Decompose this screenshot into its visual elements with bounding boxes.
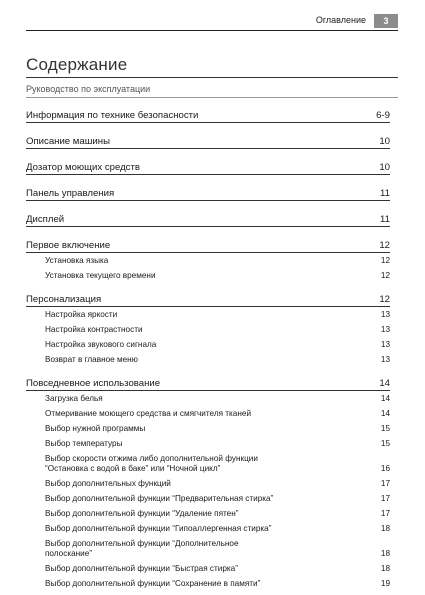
toc-item-title: Настройка контрастности bbox=[45, 325, 143, 334]
toc-item-page: 16 bbox=[380, 464, 390, 473]
toc-section-row[interactable] bbox=[26, 159, 390, 175]
toc-item-title: Выбор дополнительной функции “Предварительная стирка” bbox=[45, 494, 274, 503]
toc-section bbox=[26, 133, 390, 149]
toc-section-title: Панель управления bbox=[26, 188, 115, 199]
toc-item-title: Установка языка bbox=[45, 256, 109, 265]
toc-item[interactable] bbox=[26, 355, 390, 365]
toc-section-page: 6-9 bbox=[376, 110, 390, 121]
toc-section-row[interactable] bbox=[26, 291, 390, 307]
toc-item[interactable] bbox=[26, 564, 390, 574]
toc-section-title: Описание машины bbox=[26, 136, 110, 147]
toc-item-title: Выбор температуры bbox=[45, 439, 123, 448]
toc-item-title: Настройка яркости bbox=[45, 310, 118, 319]
toc-item[interactable] bbox=[26, 509, 390, 519]
toc-section bbox=[26, 237, 390, 281]
toc-item-page: 17 bbox=[380, 509, 390, 518]
toc-item-title: Выбор дополнительной функции “Удаление пятен” bbox=[45, 509, 239, 518]
header-title: Оглавление bbox=[315, 15, 366, 25]
toc-section bbox=[26, 185, 390, 201]
toc-item[interactable] bbox=[26, 539, 390, 559]
toc-section-title: Персонализация bbox=[26, 294, 102, 305]
toc-section-page: 10 bbox=[379, 136, 390, 147]
toc-section-title: Информация по технике безопасности bbox=[26, 110, 199, 121]
toc-section-page: 14 bbox=[379, 378, 390, 389]
toc-item-page: 13 bbox=[380, 340, 390, 349]
toc-item-page: 18 bbox=[380, 564, 390, 573]
toc-item[interactable] bbox=[26, 424, 390, 434]
toc-item-title: Отмеривание моющего средства и смягчителя тканей bbox=[45, 409, 252, 418]
toc-item-page: 13 bbox=[380, 310, 390, 319]
toc-section-row[interactable] bbox=[26, 375, 390, 391]
page-number-badge: 3 bbox=[374, 14, 398, 28]
toc-section-row[interactable] bbox=[26, 237, 390, 253]
toc-item-page: 12 bbox=[380, 271, 390, 280]
toc-item[interactable] bbox=[26, 454, 390, 474]
toc-item[interactable] bbox=[26, 271, 390, 281]
toc-section-page: 12 bbox=[379, 240, 390, 251]
toc-item-page: 19 bbox=[380, 579, 390, 588]
toc-item-page: 12 bbox=[380, 256, 390, 265]
toc-item-title: Выбор дополнительной функции “Быстрая стирка” bbox=[45, 564, 238, 573]
toc-section bbox=[26, 107, 390, 123]
toc-item-page: 13 bbox=[380, 355, 390, 364]
subtitle: Руководство по эксплуатации bbox=[26, 84, 151, 94]
toc-item-title: Выбор нужной программы bbox=[45, 424, 146, 433]
toc-item[interactable] bbox=[26, 409, 390, 419]
toc-item[interactable] bbox=[26, 494, 390, 504]
toc-section-title: Первое включение bbox=[26, 240, 111, 251]
toc-item-page: 17 bbox=[380, 494, 390, 503]
toc-section-page: 10 bbox=[379, 162, 390, 173]
toc-item-page: 18 bbox=[380, 549, 390, 558]
toc-section-title: Дисплей bbox=[26, 214, 65, 225]
toc-item[interactable] bbox=[26, 340, 390, 350]
toc-item-title: Выбор скорости отжима либо дополнительной функции “Остановка с водой в баке” или “Ночной цикл” bbox=[45, 454, 258, 473]
toc-item-page: 17 bbox=[380, 479, 390, 488]
page-header bbox=[26, 0, 398, 34]
toc-item-page: 15 bbox=[380, 439, 390, 448]
toc-item-title: Выбор дополнительной функции “Гипоаллергенная стирка” bbox=[45, 524, 272, 533]
toc-item[interactable] bbox=[26, 325, 390, 335]
toc-item[interactable] bbox=[26, 256, 390, 266]
toc-item-title: Настройка звукового сигнала bbox=[45, 340, 157, 349]
toc-item-title: Возврат в главное меню bbox=[45, 355, 138, 364]
header-rule bbox=[26, 30, 398, 31]
toc-item-page: 14 bbox=[380, 409, 390, 418]
toc-item[interactable] bbox=[26, 439, 390, 449]
toc-item[interactable] bbox=[26, 524, 390, 534]
toc-item-page: 13 bbox=[380, 325, 390, 334]
toc-section bbox=[26, 375, 390, 589]
toc-item-page: 18 bbox=[380, 524, 390, 533]
toc-section-page: 11 bbox=[380, 214, 390, 225]
toc-section-page: 12 bbox=[379, 294, 390, 305]
toc-section-title: Дозатор моющих средств bbox=[26, 162, 140, 173]
toc-item-title: Выбор дополнительной функции “Дополнительное полоскание” bbox=[45, 539, 239, 558]
toc-section-title: Повседневное использование bbox=[26, 378, 161, 389]
toc-section-page: 11 bbox=[380, 188, 390, 199]
toc-item[interactable] bbox=[26, 394, 390, 404]
page-title: Содержание bbox=[26, 55, 128, 74]
toc-section bbox=[26, 159, 390, 175]
table-of-contents bbox=[26, 107, 390, 589]
toc-section bbox=[26, 211, 390, 227]
toc-item-title: Загрузка белья bbox=[45, 394, 103, 403]
toc-section-row[interactable] bbox=[26, 107, 390, 123]
toc-section-row[interactable] bbox=[26, 211, 390, 227]
toc-item-title: Установка текущего времени bbox=[45, 271, 156, 280]
title-rule bbox=[26, 77, 398, 78]
subtitle-rule bbox=[26, 97, 398, 98]
toc-item-title: Выбор дополнительных функций bbox=[45, 479, 171, 488]
toc-item[interactable] bbox=[26, 579, 390, 589]
toc-section bbox=[26, 291, 390, 365]
toc-item-title: Выбор дополнительной функции “Сохранение в памяти” bbox=[45, 579, 261, 588]
toc-item[interactable] bbox=[26, 479, 390, 489]
toc-section-row[interactable] bbox=[26, 133, 390, 149]
toc-item-page: 15 bbox=[380, 424, 390, 433]
toc-item[interactable] bbox=[26, 310, 390, 320]
toc-item-page: 14 bbox=[380, 394, 390, 403]
toc-section-row[interactable] bbox=[26, 185, 390, 201]
